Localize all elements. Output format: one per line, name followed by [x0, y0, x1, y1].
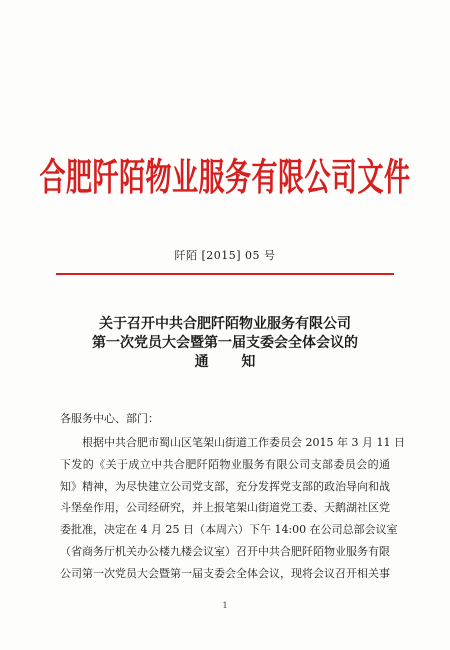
- document-number: 阡陌 [2015] 05 号: [174, 249, 276, 262]
- body-line: （省商务厅机关办公楼九楼会议室）召开中共合肥阡陌物业服务有限: [60, 544, 390, 558]
- notice-title-line-3: 通 知: [194, 354, 270, 370]
- salutation: 各服务中心、部门：: [60, 412, 159, 425]
- red-divider-rule: [56, 273, 394, 275]
- body-line: 斗堡垒作用，公司经研究，并上报笔架山街道党工委、天鹅湖社区党: [60, 501, 390, 515]
- body-line: 下发的《关于成立中共合肥阡陌物业服务有限公司支部委员会的通: [60, 457, 390, 471]
- body-line: 委批准，决定在 4 月 25 日（本周六）下午 14:00 在公司总部会议室: [60, 523, 398, 537]
- body-line: 公司第一次党员大会暨第一届支委会全体会议，现将会议召开相关事: [60, 566, 390, 580]
- notice-title-line-2: 第一次党员大会暨第一届支委会全体会议的: [92, 335, 358, 351]
- notice-title: [0, 315, 450, 372]
- notice-title-line-1: 关于召开中共合肥阡陌物业服务有限公司: [99, 316, 351, 332]
- org-document-title: 合肥阡陌物业服务有限公司文件: [39, 156, 411, 201]
- body-line: 根据中共合肥市蜀山区笔架山街道工作委员会 2015 年 3 月 11 日: [82, 436, 405, 449]
- page-number: 1: [222, 601, 228, 610]
- body-paragraph: [60, 432, 405, 585]
- body-line: 知》精神，为尽快建立公司党支部，充分发挥党支部的政治导向和战: [60, 479, 390, 493]
